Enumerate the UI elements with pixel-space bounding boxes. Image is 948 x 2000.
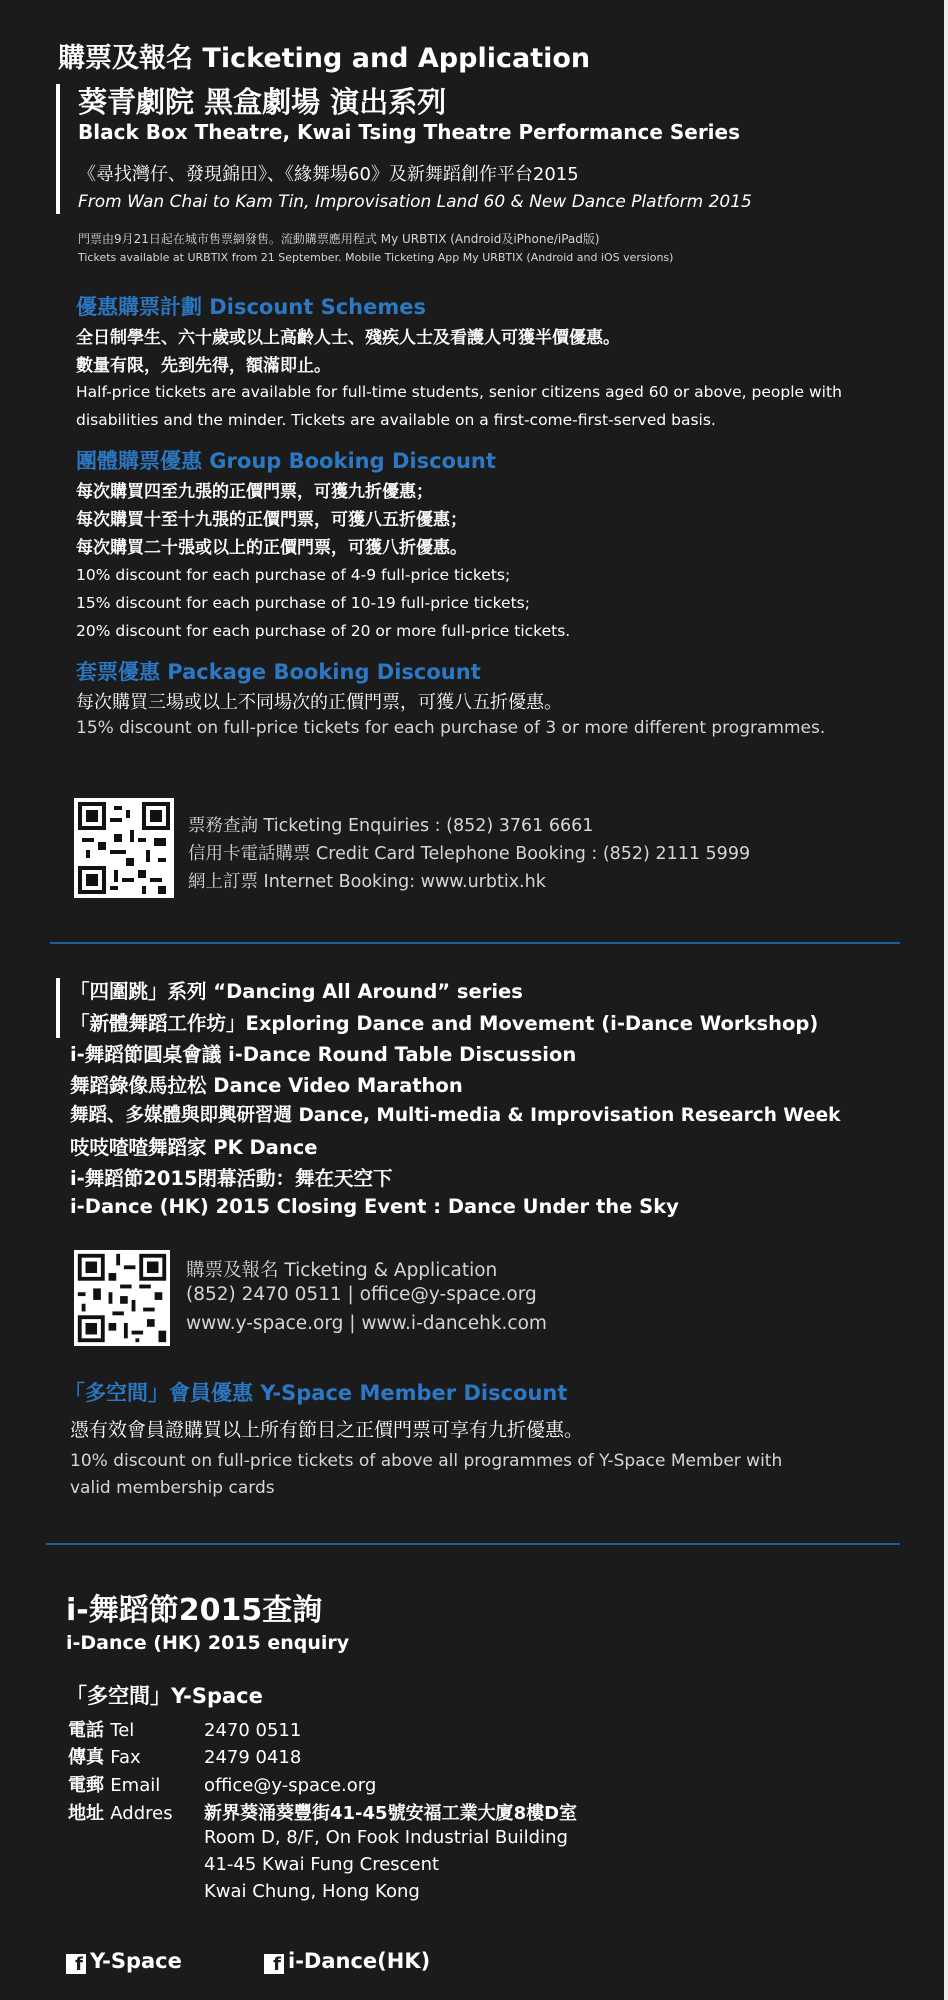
discount-line1-zh: 全日制學生、六十歲或以上高齡人士、殘疾人士及看護人可獲半價優惠。 bbox=[76, 328, 620, 348]
sale-note-zh: 門票由9月21日起在城市售票網發售。流動購票應用程式 My URBTIX (Android及iPhone/iPad版) bbox=[78, 232, 600, 246]
series-item-4: 舞蹈錄像馬拉松 Dance Video Marathon bbox=[70, 1074, 463, 1097]
enquiry-title-en: i-Dance (HK) 2015 enquiry bbox=[66, 1632, 350, 1654]
address-en-2: 41-45 Kwai Fung Crescent bbox=[204, 1854, 440, 1875]
facebook-yspace-link[interactable] bbox=[66, 1949, 182, 1974]
member-zh: 憑有效會員證購買以上所有節目之正價門票可享有九折優惠。 bbox=[70, 1419, 584, 1441]
enquiry-line-2: 信用卡電話購票 Credit Card Telephone Booking : (852) 2111 5999 bbox=[188, 844, 751, 864]
discount-line2-zh: 數量有限，先到先得，額滿即止。 bbox=[76, 356, 331, 376]
email-label: 電郵 Email bbox=[68, 1775, 161, 1796]
urbtix-qr-code-icon bbox=[74, 798, 174, 898]
discount-line2-en: disabilities and the minder. Tickets are available on a first-come-first-served basis. bbox=[76, 411, 716, 429]
series-item-6: 吱吱喳喳舞蹈家 PK Dance bbox=[70, 1136, 318, 1159]
series-item-3: i-舞蹈節圓桌會議 i-Dance Round Table Discussion bbox=[70, 1043, 577, 1066]
fax-label: 傳真 Fax bbox=[68, 1747, 141, 1768]
facebook-icon: f bbox=[264, 1954, 284, 1974]
facebook-idance-label: i-Dance(HK) bbox=[288, 1949, 431, 1973]
group-zh-3: 每次購買二十張或以上的正價門票，可獲八折優惠。 bbox=[76, 538, 467, 558]
facebook-icon: f bbox=[66, 1954, 86, 1974]
series-item-5: 舞蹈、多媒體與即興研習週 Dance, Multi-media & Improvisation Research Week bbox=[70, 1105, 841, 1126]
section-divider-2 bbox=[46, 1543, 900, 1545]
series-item-2: 「新體舞蹈工作坊」Exploring Dance and Movement (i-Dance Workshop) bbox=[70, 1012, 819, 1035]
programmes-en: From Wan Chai to Kam Tin, Improvisation Land 60 & New Dance Platform 2015 bbox=[78, 192, 752, 212]
series-item-8: i-Dance (HK) 2015 Closing Event : Dance Under the Sky bbox=[70, 1195, 679, 1218]
tel-row bbox=[68, 1716, 301, 1742]
address-en-3: Kwai Chung, Hong Kong bbox=[204, 1881, 420, 1902]
package-heading: 套票優惠 Package Booking Discount bbox=[76, 660, 481, 684]
enquiry-line-1: 票務查詢 Ticketing Enquiries : (852) 3761 6661 bbox=[188, 816, 594, 836]
group-en-3: 20% discount for each purchase of 20 or more full-price tickets. bbox=[76, 622, 571, 640]
section-divider-1 bbox=[50, 942, 900, 944]
package-zh: 每次購買三場或以上不同場次的正價門票，可獲八五折優惠。 bbox=[76, 692, 562, 713]
ticketing-heading-zh: 購票及報名 bbox=[58, 43, 193, 74]
discount-line1-en: Half-price tickets are available for full-time students, senior citizens aged 60 or above, people with bbox=[76, 383, 842, 401]
enquiry-line-3: 網上訂票 Internet Booking: www.urbtix.hk bbox=[188, 872, 546, 892]
page-edge bbox=[944, 0, 948, 2000]
facebook-yspace-label: Y-Space bbox=[90, 1949, 182, 1973]
group-en-2: 15% discount for each purchase of 10-19 full-price tickets; bbox=[76, 594, 530, 612]
ticketing-heading-en: Ticketing and Application bbox=[202, 43, 591, 74]
fax-value: 2479 0418 bbox=[204, 1747, 302, 1768]
address-label: 地址 Addres bbox=[68, 1803, 173, 1824]
discount-heading: 優惠購票計劃 Discount Schemes bbox=[76, 295, 426, 319]
address-zh: 新界葵涌葵豐街41-45號安福工業大廈8樓D室 bbox=[204, 1803, 578, 1824]
tel-label: 電話 Tel bbox=[68, 1720, 135, 1741]
venue-title-en: Black Box Theatre, Kwai Tsing Theatre Performance Series bbox=[78, 120, 741, 144]
member-en-2: valid membership cards bbox=[70, 1478, 275, 1498]
venue-title-zh: 葵青劇院 黑盒劇場 演出系列 bbox=[78, 85, 447, 119]
venue-bar bbox=[56, 84, 60, 214]
ticketing-heading bbox=[58, 36, 590, 75]
address-en-1: Room D, 8/F, On Fook Industrial Building bbox=[204, 1827, 568, 1848]
group-zh-2: 每次購買十至十九張的正價門票，可獲八五折優惠； bbox=[76, 510, 467, 530]
organisation-name: 「多空間」Y-Space bbox=[66, 1684, 263, 1708]
series-item-1: 「四圍跳」系列 “Dancing All Around” series bbox=[70, 980, 523, 1003]
sale-note-en: Tickets available at URBTIX from 21 September. Mobile Ticketing App My URBTIX (Android and iOS versions) bbox=[78, 251, 674, 264]
application-line-3: www.y-space.org | www.i-dancehk.com bbox=[186, 1313, 547, 1334]
series-item-7: i-舞蹈節2015閉幕活動：舞在天空下 bbox=[70, 1167, 393, 1190]
yspace-qr-code-icon bbox=[74, 1250, 170, 1346]
address-row bbox=[68, 1799, 577, 1825]
enquiry-title-zh: i-舞蹈節2015查詢 bbox=[66, 1593, 323, 1628]
member-heading: 「多空間」會員優惠 Y-Space Member Discount bbox=[64, 1381, 568, 1405]
tel-value: 2470 0511 bbox=[204, 1720, 302, 1741]
group-en-1: 10% discount for each purchase of 4-9 full-price tickets; bbox=[76, 566, 511, 584]
email-row bbox=[68, 1771, 376, 1797]
programmes-zh: 《尋找灣仔、發現錦田》、《緣舞場60》及新舞蹈創作平台2015 bbox=[78, 164, 579, 185]
fax-row bbox=[68, 1743, 301, 1769]
package-en: 15% discount on full-price tickets for each purchase of 3 or more different programmes. bbox=[76, 718, 826, 738]
facebook-idance-link[interactable] bbox=[264, 1949, 430, 1974]
group-heading: 團體購票優惠 Group Booking Discount bbox=[76, 449, 496, 473]
application-line-1: 購票及報名 Ticketing & Application bbox=[186, 1260, 498, 1281]
group-zh-1: 每次購買四至九張的正價門票，可獲九折優惠； bbox=[76, 482, 433, 502]
member-en-1: 10% discount on full-price tickets of above all programmes of Y-Space Member with bbox=[70, 1451, 783, 1471]
email-value[interactable]: office@y-space.org bbox=[204, 1775, 377, 1796]
series-bar bbox=[56, 978, 60, 1038]
application-line-2: (852) 2470 0511 | office@y-space.org bbox=[186, 1284, 537, 1305]
